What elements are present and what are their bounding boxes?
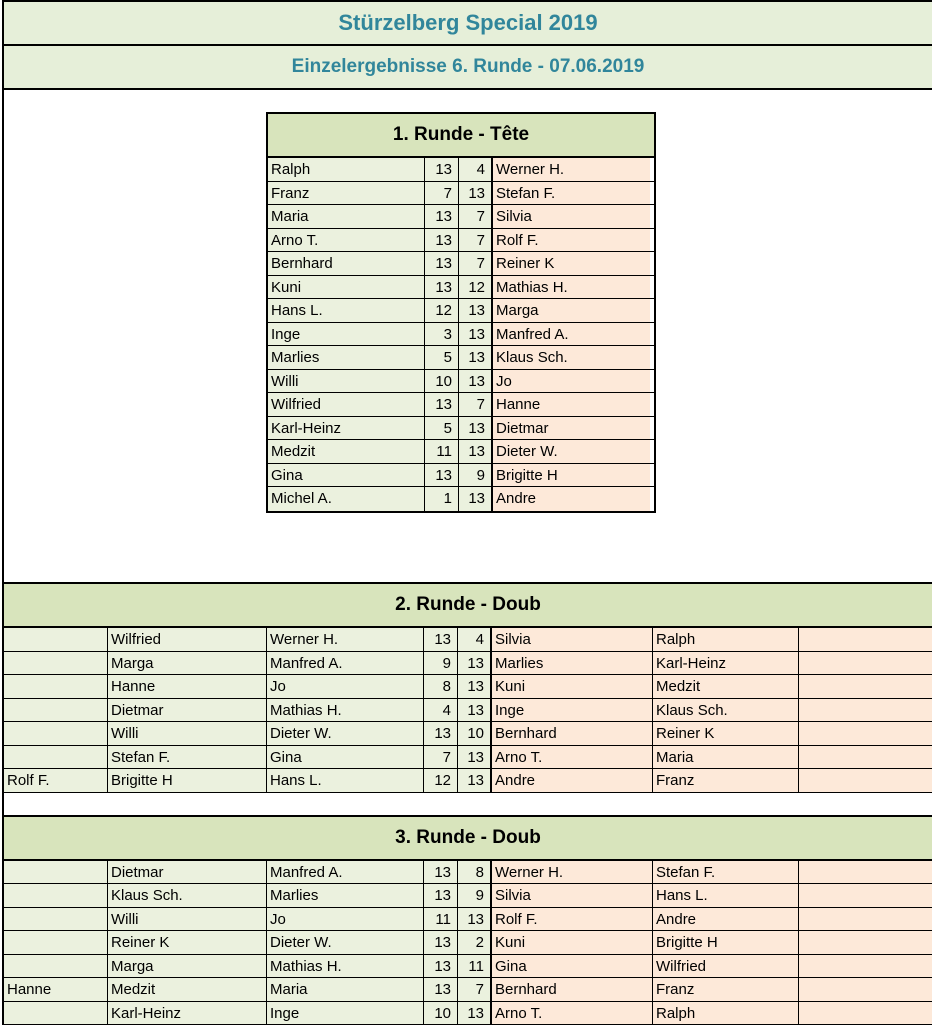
team-right-player-3 bbox=[799, 699, 932, 722]
team-left-player-2: Manfred A. bbox=[267, 652, 424, 675]
player-right: Dietmar bbox=[493, 417, 650, 440]
score-right: 7 bbox=[458, 978, 492, 1001]
match-row bbox=[4, 628, 932, 652]
score-right: 2 bbox=[458, 931, 492, 954]
team-left-player-1: Karl-Heinz bbox=[108, 1002, 267, 1025]
extra-player bbox=[4, 628, 108, 651]
team-right-player-3 bbox=[799, 722, 932, 745]
team-left-player-2: Marlies bbox=[267, 884, 424, 907]
extra-player bbox=[4, 722, 108, 745]
score-left: 13 bbox=[424, 955, 458, 978]
match-row bbox=[268, 299, 654, 323]
team-left-player-1: Medzit bbox=[108, 978, 267, 1001]
score-right: 11 bbox=[458, 955, 492, 978]
score-left: 11 bbox=[424, 908, 458, 931]
team-left-player-1: Willi bbox=[108, 908, 267, 931]
team-right-player-3 bbox=[799, 628, 932, 651]
page-subtitle: Einzelergebnisse 6. Runde - 07.06.2019 bbox=[4, 46, 932, 90]
team-right-player-3 bbox=[799, 1002, 932, 1025]
team-right-player-2: Ralph bbox=[653, 1002, 799, 1025]
team-left-player-2: Mathias H. bbox=[267, 699, 424, 722]
score-right: 13 bbox=[459, 370, 493, 393]
team-right-player-1: Silvia bbox=[492, 628, 653, 651]
match-row bbox=[4, 675, 932, 699]
extra-player bbox=[4, 652, 108, 675]
score-right: 13 bbox=[458, 1002, 492, 1025]
match-row bbox=[268, 370, 654, 394]
section-spacer bbox=[4, 793, 932, 817]
score-left: 13 bbox=[424, 722, 458, 745]
player-left: Franz bbox=[268, 182, 425, 205]
team-left-player-2: Dieter W. bbox=[267, 931, 424, 954]
score-left: 13 bbox=[424, 978, 458, 1001]
round2-title: 2. Runde - Doub bbox=[4, 584, 932, 628]
score-left: 1 bbox=[425, 487, 459, 511]
team-right-player-3 bbox=[799, 908, 932, 931]
player-right: Stefan F. bbox=[493, 182, 650, 205]
player-left: Bernhard bbox=[268, 252, 425, 275]
score-left: 13 bbox=[425, 393, 459, 416]
team-right-player-1: Inge bbox=[492, 699, 653, 722]
score-right: 4 bbox=[459, 158, 493, 181]
score-left: 13 bbox=[425, 464, 459, 487]
score-left: 9 bbox=[424, 652, 458, 675]
score-right: 7 bbox=[459, 205, 493, 228]
player-right: Mathias H. bbox=[493, 276, 650, 299]
team-right-player-1: Bernhard bbox=[492, 978, 653, 1001]
team-left-player-1: Reiner K bbox=[108, 931, 267, 954]
player-left: Gina bbox=[268, 464, 425, 487]
match-row bbox=[268, 229, 654, 253]
team-left-player-2: Gina bbox=[267, 746, 424, 769]
score-left: 3 bbox=[425, 323, 459, 346]
score-right: 13 bbox=[459, 417, 493, 440]
round3-section bbox=[4, 817, 932, 1025]
round3-rows bbox=[4, 861, 932, 1025]
team-right-player-2: Franz bbox=[653, 769, 799, 792]
team-right-player-2: Brigitte H bbox=[653, 931, 799, 954]
team-left-player-2: Jo bbox=[267, 675, 424, 698]
results-sheet bbox=[2, 0, 932, 1025]
player-right: Manfred A. bbox=[493, 323, 650, 346]
player-right: Brigitte H bbox=[493, 464, 650, 487]
score-right: 9 bbox=[458, 884, 492, 907]
score-left: 10 bbox=[425, 370, 459, 393]
team-right-player-1: Werner H. bbox=[492, 861, 653, 884]
round1-rows bbox=[268, 158, 654, 511]
team-right-player-2: Klaus Sch. bbox=[653, 699, 799, 722]
page-title: Stürzelberg Special 2019 bbox=[4, 0, 932, 46]
score-right: 13 bbox=[458, 908, 492, 931]
team-right-player-3 bbox=[799, 931, 932, 954]
extra-player: Hanne bbox=[4, 978, 108, 1001]
match-row bbox=[4, 652, 932, 676]
match-row bbox=[4, 769, 932, 793]
team-right-player-2: Medzit bbox=[653, 675, 799, 698]
score-left: 4 bbox=[424, 699, 458, 722]
score-right: 7 bbox=[459, 252, 493, 275]
team-left-player-1: Marga bbox=[108, 955, 267, 978]
team-right-player-1: Rolf F. bbox=[492, 908, 653, 931]
team-left-player-2: Inge bbox=[267, 1002, 424, 1025]
team-right-player-1: Silvia bbox=[492, 884, 653, 907]
score-left: 13 bbox=[424, 931, 458, 954]
extra-player bbox=[4, 1002, 108, 1025]
score-left: 13 bbox=[425, 229, 459, 252]
team-right-player-2: Karl-Heinz bbox=[653, 652, 799, 675]
match-row bbox=[4, 955, 932, 979]
team-left-player-1: Willi bbox=[108, 722, 267, 745]
score-right: 8 bbox=[458, 861, 492, 884]
team-left-player-1: Klaus Sch. bbox=[108, 884, 267, 907]
score-right: 13 bbox=[459, 440, 493, 463]
score-left: 5 bbox=[425, 417, 459, 440]
match-row bbox=[4, 1002, 932, 1025]
team-left-player-1: Dietmar bbox=[108, 699, 267, 722]
score-left: 11 bbox=[425, 440, 459, 463]
score-left: 7 bbox=[424, 746, 458, 769]
match-row bbox=[4, 884, 932, 908]
match-row bbox=[268, 323, 654, 347]
player-left: Medzit bbox=[268, 440, 425, 463]
player-right: Reiner K bbox=[493, 252, 650, 275]
round1-table bbox=[266, 112, 656, 513]
player-right: Werner H. bbox=[493, 158, 650, 181]
team-left-player-2: Werner H. bbox=[267, 628, 424, 651]
player-left: Marlies bbox=[268, 346, 425, 369]
extra-player bbox=[4, 699, 108, 722]
score-right: 7 bbox=[459, 229, 493, 252]
match-row bbox=[268, 158, 654, 182]
team-right-player-3 bbox=[799, 675, 932, 698]
score-left: 8 bbox=[424, 675, 458, 698]
team-right-player-1: Kuni bbox=[492, 931, 653, 954]
team-right-player-2: Franz bbox=[653, 978, 799, 1001]
team-right-player-1: Bernhard bbox=[492, 722, 653, 745]
match-row bbox=[4, 699, 932, 723]
round3-title: 3. Runde - Doub bbox=[4, 817, 932, 861]
team-left-player-2: Hans L. bbox=[267, 769, 424, 792]
extra-player bbox=[4, 861, 108, 884]
player-left: Hans L. bbox=[268, 299, 425, 322]
score-left: 12 bbox=[424, 769, 458, 792]
match-row bbox=[268, 205, 654, 229]
team-right-player-3 bbox=[799, 746, 932, 769]
score-right: 13 bbox=[458, 746, 492, 769]
match-row bbox=[268, 417, 654, 441]
match-row bbox=[4, 861, 932, 885]
score-right: 10 bbox=[458, 722, 492, 745]
player-left: Kuni bbox=[268, 276, 425, 299]
team-left-player-1: Stefan F. bbox=[108, 746, 267, 769]
score-left: 12 bbox=[425, 299, 459, 322]
score-right: 4 bbox=[458, 628, 492, 651]
match-row bbox=[268, 393, 654, 417]
player-right: Marga bbox=[493, 299, 650, 322]
extra-player: Rolf F. bbox=[4, 769, 108, 792]
team-right-player-1: Kuni bbox=[492, 675, 653, 698]
team-right-player-3 bbox=[799, 861, 932, 884]
round1-title: 1. Runde - Tête bbox=[268, 114, 654, 158]
match-row bbox=[4, 722, 932, 746]
player-right: Dieter W. bbox=[493, 440, 650, 463]
score-right: 13 bbox=[459, 182, 493, 205]
match-row bbox=[268, 440, 654, 464]
team-right-player-1: Marlies bbox=[492, 652, 653, 675]
player-left: Maria bbox=[268, 205, 425, 228]
match-row bbox=[268, 487, 654, 511]
player-left: Karl-Heinz bbox=[268, 417, 425, 440]
team-right-player-2: Ralph bbox=[653, 628, 799, 651]
score-right: 12 bbox=[459, 276, 493, 299]
round2-section bbox=[4, 584, 932, 793]
match-row bbox=[268, 464, 654, 488]
team-right-player-2: Hans L. bbox=[653, 884, 799, 907]
team-right-player-3 bbox=[799, 652, 932, 675]
score-left: 7 bbox=[425, 182, 459, 205]
team-right-player-2: Maria bbox=[653, 746, 799, 769]
player-right: Hanne bbox=[493, 393, 650, 416]
player-right: Andre bbox=[493, 487, 650, 511]
score-right: 13 bbox=[459, 487, 493, 511]
match-row bbox=[268, 252, 654, 276]
team-right-player-2: Wilfried bbox=[653, 955, 799, 978]
team-right-player-1: Arno T. bbox=[492, 1002, 653, 1025]
team-right-player-2: Andre bbox=[653, 908, 799, 931]
score-right: 13 bbox=[458, 652, 492, 675]
score-left: 13 bbox=[424, 861, 458, 884]
team-right-player-2: Reiner K bbox=[653, 722, 799, 745]
team-right-player-1: Gina bbox=[492, 955, 653, 978]
match-row bbox=[4, 978, 932, 1002]
extra-player bbox=[4, 675, 108, 698]
score-right: 13 bbox=[458, 699, 492, 722]
score-left: 13 bbox=[425, 276, 459, 299]
team-left-player-2: Maria bbox=[267, 978, 424, 1001]
score-right: 9 bbox=[459, 464, 493, 487]
match-row bbox=[4, 931, 932, 955]
score-left: 13 bbox=[425, 205, 459, 228]
team-right-player-3 bbox=[799, 884, 932, 907]
team-right-player-3 bbox=[799, 955, 932, 978]
extra-player bbox=[4, 884, 108, 907]
match-row bbox=[268, 346, 654, 370]
player-right: Silvia bbox=[493, 205, 650, 228]
team-right-player-3 bbox=[799, 978, 932, 1001]
team-right-player-1: Andre bbox=[492, 769, 653, 792]
score-left: 13 bbox=[424, 884, 458, 907]
player-right: Jo bbox=[493, 370, 650, 393]
player-left: Willi bbox=[268, 370, 425, 393]
player-left: Michel A. bbox=[268, 487, 425, 511]
extra-player bbox=[4, 931, 108, 954]
extra-player bbox=[4, 955, 108, 978]
team-left-player-2: Dieter W. bbox=[267, 722, 424, 745]
extra-player bbox=[4, 746, 108, 769]
player-right: Klaus Sch. bbox=[493, 346, 650, 369]
score-right: 13 bbox=[458, 769, 492, 792]
score-right: 13 bbox=[458, 675, 492, 698]
score-left: 10 bbox=[424, 1002, 458, 1025]
score-left: 13 bbox=[425, 252, 459, 275]
team-left-player-1: Dietmar bbox=[108, 861, 267, 884]
match-row bbox=[4, 746, 932, 770]
team-left-player-1: Brigitte H bbox=[108, 769, 267, 792]
player-left: Arno T. bbox=[268, 229, 425, 252]
team-left-player-1: Hanne bbox=[108, 675, 267, 698]
match-row bbox=[268, 182, 654, 206]
team-right-player-3 bbox=[799, 769, 932, 792]
score-right: 13 bbox=[459, 346, 493, 369]
match-row bbox=[4, 908, 932, 932]
team-left-player-1: Marga bbox=[108, 652, 267, 675]
score-right: 7 bbox=[459, 393, 493, 416]
round2-rows bbox=[4, 628, 932, 793]
match-row bbox=[268, 276, 654, 300]
extra-player bbox=[4, 908, 108, 931]
round1-area bbox=[4, 90, 932, 584]
player-left: Ralph bbox=[268, 158, 425, 181]
team-right-player-2: Stefan F. bbox=[653, 861, 799, 884]
score-right: 13 bbox=[459, 299, 493, 322]
team-left-player-2: Jo bbox=[267, 908, 424, 931]
team-left-player-2: Mathias H. bbox=[267, 955, 424, 978]
team-left-player-1: Wilfried bbox=[108, 628, 267, 651]
player-left: Wilfried bbox=[268, 393, 425, 416]
score-left: 13 bbox=[425, 158, 459, 181]
team-right-player-1: Arno T. bbox=[492, 746, 653, 769]
score-left: 5 bbox=[425, 346, 459, 369]
player-left: Inge bbox=[268, 323, 425, 346]
player-right: Rolf F. bbox=[493, 229, 650, 252]
team-left-player-2: Manfred A. bbox=[267, 861, 424, 884]
score-left: 13 bbox=[424, 628, 458, 651]
score-right: 13 bbox=[459, 323, 493, 346]
